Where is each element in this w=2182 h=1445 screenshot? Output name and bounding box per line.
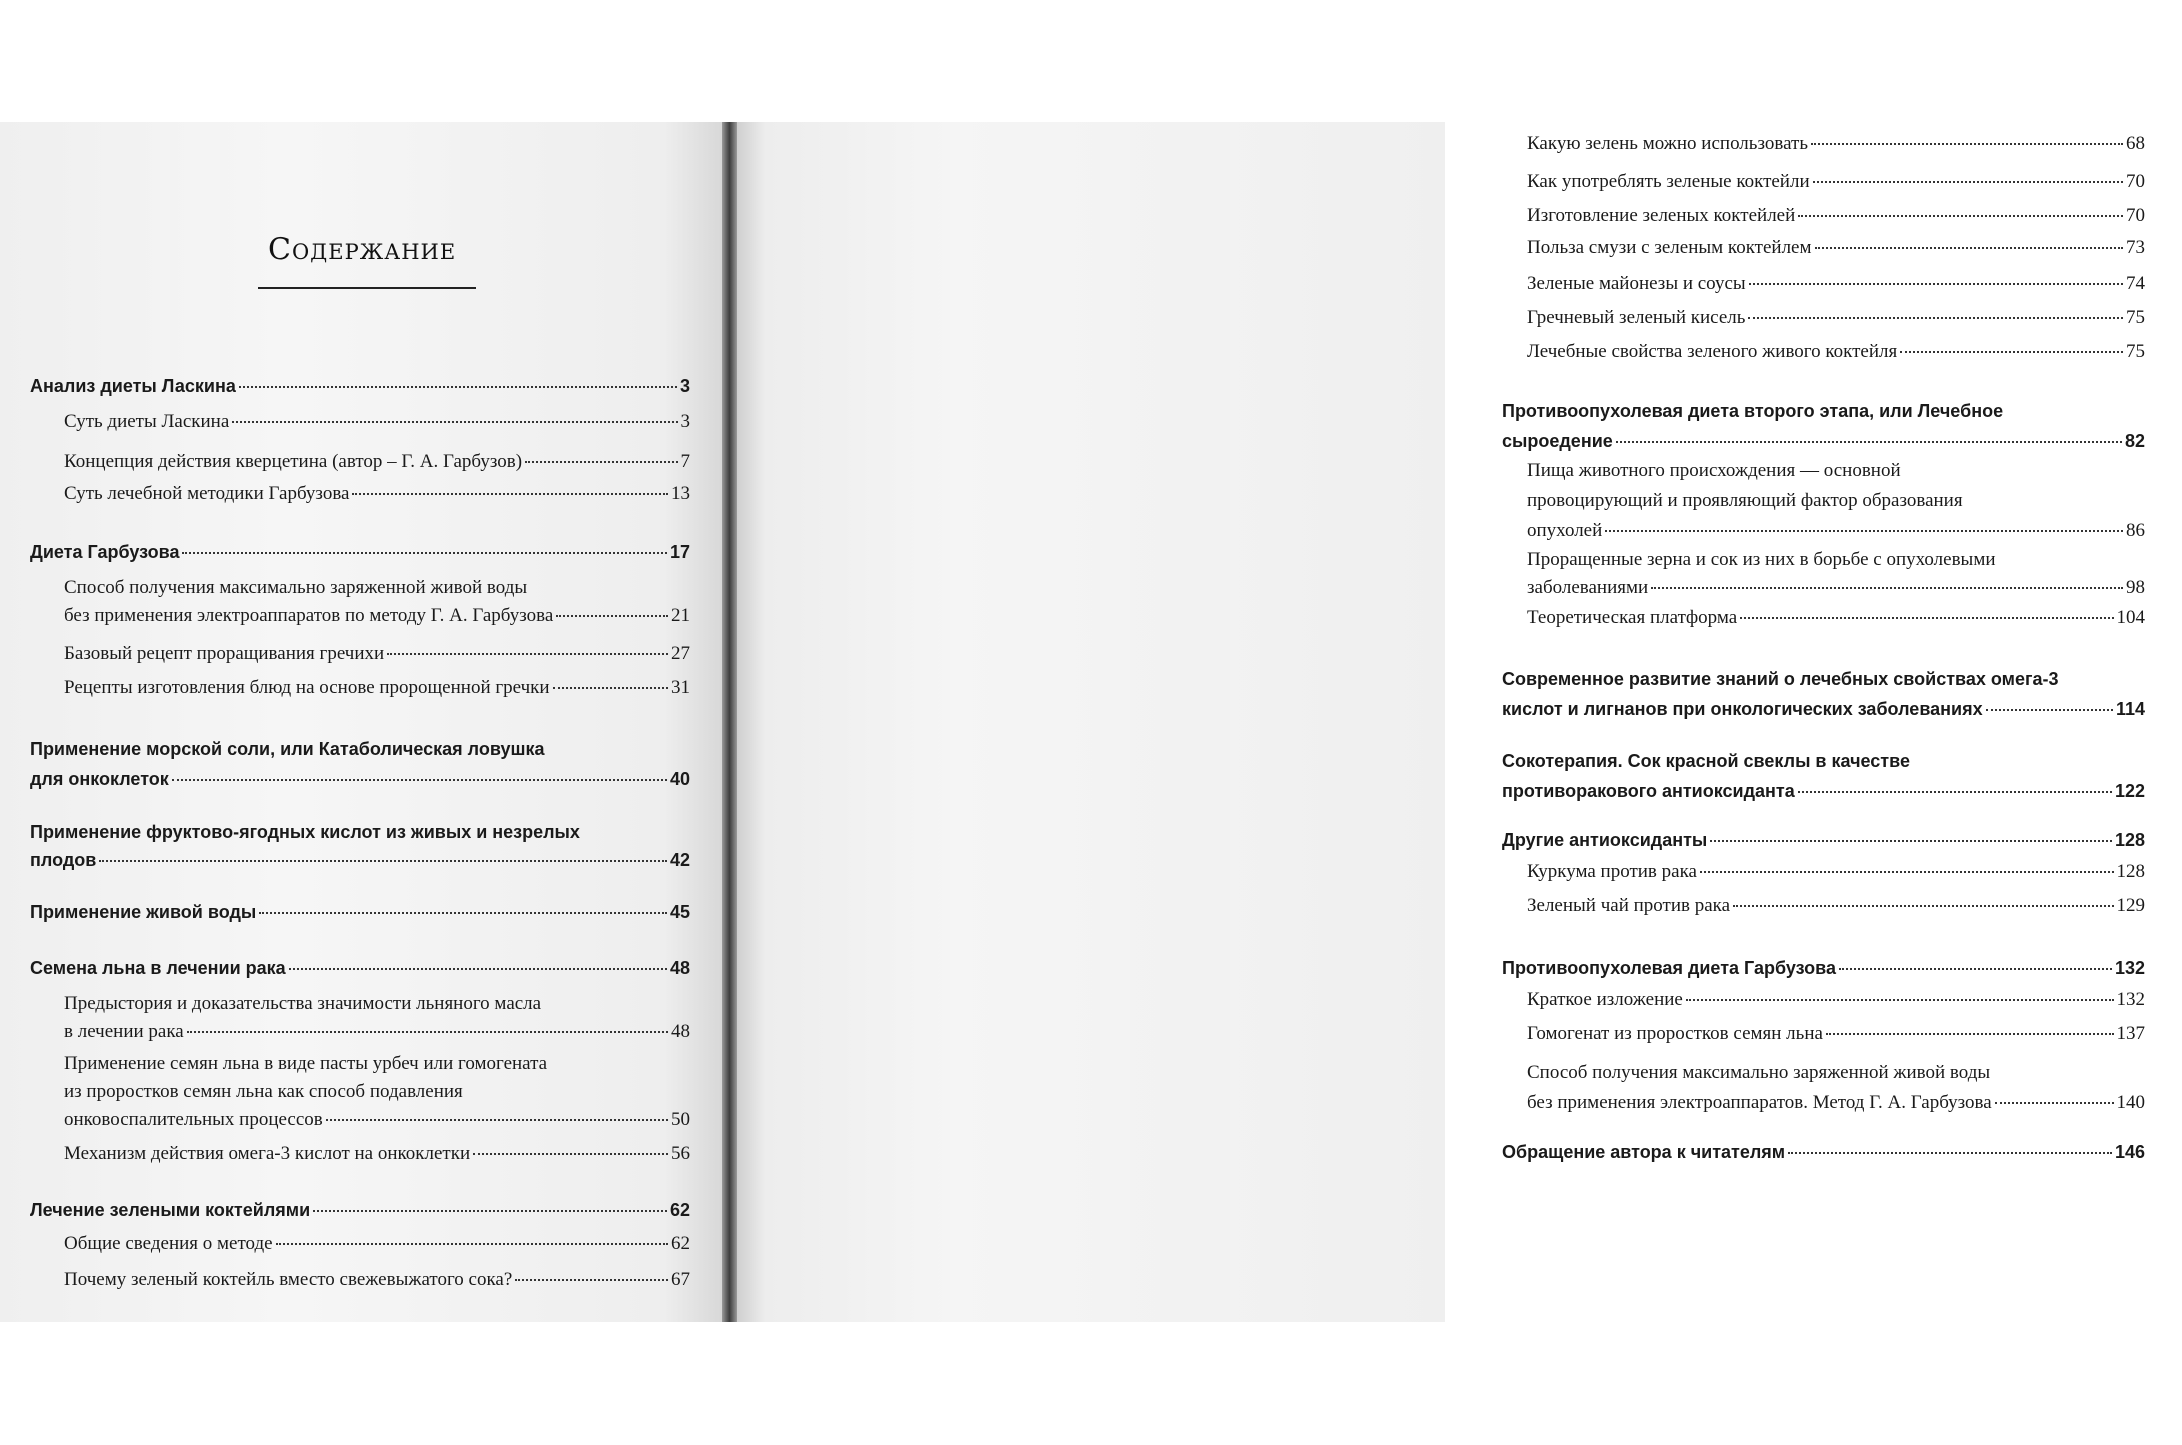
- toc-entry-right-8: [1527, 456, 2145, 546]
- dot-leader: [239, 386, 677, 388]
- toc-page-number: 31: [671, 677, 690, 698]
- toc-entry-title-line: Сокотерапия. Сок красной свеклы в качестве: [1502, 751, 1910, 771]
- toc-page-number: 104: [2116, 607, 2145, 628]
- dot-leader: [313, 1210, 667, 1212]
- toc-entry-right-19: [1527, 1058, 2145, 1118]
- toc-entry-title-line: Польза смузи с зеленым коктейлем: [1527, 237, 1812, 258]
- dot-leader: [1815, 247, 2123, 249]
- toc-page-number: 140: [2116, 1092, 2145, 1113]
- toc-page-number: 146: [2114, 1142, 2145, 1162]
- toc-entry-left-15: [30, 1198, 690, 1222]
- toc-entry-title-line: заболеваниями: [1527, 577, 1649, 598]
- toc-entry-right-7: [1502, 396, 2145, 456]
- toc-page-number: 114: [2115, 699, 2145, 719]
- toc-entry-title-line: Зеленые майонезы и соусы: [1527, 273, 1746, 294]
- dot-leader: [1798, 215, 2123, 217]
- dot-leader: [1839, 968, 2112, 970]
- toc-entry-right-3: [1527, 236, 2145, 260]
- toc-entry-title-line: Концепция действия кверцетина (автор – Г. А. Гарбузов): [64, 451, 523, 472]
- toc-page-number: 70: [2126, 205, 2145, 226]
- toc-entry-left-2: [64, 450, 690, 474]
- toc-entry-right-1: [1527, 170, 2145, 194]
- dot-leader: [1686, 999, 2114, 1001]
- toc-page-number: 132: [2116, 989, 2145, 1010]
- toc-page-number: 27: [671, 643, 690, 664]
- toc-page-number: 3: [679, 376, 690, 396]
- dot-leader: [525, 461, 677, 463]
- toc-entry-right-5: [1527, 306, 2145, 330]
- dot-leader: [182, 552, 667, 554]
- toc-entry-left-13: [64, 1050, 690, 1134]
- toc-entry-title-line: Какую зелень можно использовать: [1527, 133, 1808, 154]
- toc-entry-right-20: [1502, 1140, 2145, 1164]
- toc-entry-title-line: плодов: [30, 850, 97, 870]
- toc-entry-right-15: [1527, 894, 2145, 918]
- toc-entry-right-12: [1502, 746, 2145, 806]
- dot-leader: [1798, 791, 2112, 793]
- toc-page-number: 128: [2116, 861, 2145, 882]
- dot-leader: [187, 1031, 668, 1033]
- toc-entry-title-line: из проростков семян льна как способ подавления: [64, 1081, 463, 1102]
- toc-entry-title-line: Гомогенат из проростков семян льна: [1527, 1023, 1823, 1044]
- toc-entry-title-line: Суть диеты Ласкина: [64, 411, 230, 432]
- toc-entry-title-line: сыроедение: [1502, 431, 1613, 451]
- toc-entry-left-14: [64, 1142, 690, 1166]
- dot-leader: [387, 653, 668, 655]
- toc-page-number: 48: [671, 1021, 690, 1042]
- toc-page-number: 82: [2124, 431, 2145, 451]
- toc-entry-title-line: опухолей: [1527, 520, 1603, 541]
- toc-entry-title-line: Применение живой воды: [30, 902, 257, 922]
- toc-entry-left-16: [64, 1232, 690, 1256]
- toc-entry-title-line: Как употреблять зеленые коктейли: [1527, 171, 1810, 192]
- toc-page-number: 128: [2114, 830, 2145, 850]
- toc-page-number: 62: [669, 1200, 690, 1220]
- right-page: [737, 122, 2145, 1322]
- toc-entry-title-line: Почему зеленый коктейль вместо свежевыжатого сока?: [64, 1269, 513, 1290]
- toc-entry-title-line: Предыстория и доказательства значимости льняного масла: [64, 993, 542, 1014]
- toc-entry-title-line: Лечебные свойства зеленого живого коктейля: [1527, 341, 1898, 362]
- page-title: Содержание: [268, 232, 457, 267]
- toc-entry-right-0: [1527, 132, 2145, 156]
- toc-entry-title-line: кислот и лигнанов при онкологических заболеваниях: [1502, 699, 1983, 719]
- toc-entry-right-4: [1527, 272, 2145, 296]
- toc-entry-title-line: Другие антиоксиданты: [1502, 830, 1708, 850]
- toc-entry-title-line: противоракового антиоксиданта: [1502, 781, 1795, 801]
- toc-entry-title-line: Зеленый чай против рака: [1527, 895, 1731, 916]
- toc-page-number: 129: [2116, 895, 2145, 916]
- toc-entry-left-7: [64, 676, 690, 700]
- toc-entry-title-line: Лечение зелеными коктейлями: [30, 1200, 311, 1220]
- toc-entry-left-17: [64, 1268, 690, 1292]
- toc-entry-title-line: Способ получения максимально заряженной живой воды: [1527, 1062, 1991, 1083]
- toc-page-number: 132: [2114, 958, 2145, 978]
- toc-page-number: 50: [671, 1109, 690, 1130]
- dot-leader: [1616, 441, 2122, 443]
- dot-leader: [1749, 283, 2123, 285]
- dot-leader: [553, 687, 668, 689]
- toc-page-number: 21: [671, 605, 690, 626]
- toc-page-number: 98: [2126, 577, 2145, 598]
- dot-leader: [556, 615, 668, 617]
- dot-leader: [276, 1243, 668, 1245]
- toc-page-number: 67: [671, 1269, 690, 1290]
- toc-entry-right-18: [1527, 1022, 2145, 1046]
- dot-leader: [1788, 1152, 2112, 1154]
- toc-page-number: 75: [2126, 341, 2145, 362]
- toc-page-number: 17: [669, 542, 690, 562]
- book-spread: [0, 122, 2145, 1322]
- dot-leader: [172, 779, 667, 781]
- toc-page-number: 122: [2114, 781, 2145, 801]
- toc-entry-title-line: в лечении рака: [64, 1021, 184, 1042]
- toc-entry-left-3: [64, 482, 690, 506]
- toc-page-number: 45: [669, 902, 690, 922]
- toc-entry-title-line: Современное развитие знаний о лечебных свойствах омега-3: [1502, 669, 2059, 689]
- dot-leader: [1700, 871, 2114, 873]
- dot-leader: [1995, 1102, 2114, 1104]
- toc-entry-left-5: [64, 574, 690, 630]
- dot-leader: [1651, 587, 2123, 589]
- toc-entry-right-10: [1527, 606, 2145, 630]
- toc-entry-title-line: Диета Гарбузова: [30, 542, 180, 562]
- toc-entry-title-line: Применение семян льна в виде пасты урбеч или гомогената: [64, 1053, 548, 1074]
- toc-entry-right-6: [1527, 340, 2145, 364]
- dot-leader: [1748, 317, 2123, 319]
- toc-entry-title-line: Противоопухолевая диета Гарбузова: [1502, 958, 1836, 978]
- toc-entry-title-line: Анализ диеты Ласкина: [30, 376, 236, 396]
- left-page: [0, 122, 722, 1322]
- dot-leader: [352, 493, 668, 495]
- toc-entry-title-line: без применения электроаппаратов по методу Г. А. Гарбузова: [64, 605, 554, 626]
- toc-page-number: 7: [680, 451, 690, 472]
- toc-entry-title-line: Рецепты изготовления блюд на основе пророщенной гречки: [64, 677, 550, 698]
- dot-leader: [259, 912, 667, 914]
- dot-leader: [1900, 351, 2123, 353]
- toc-entry-title-line: Изготовление зеленых коктейлей: [1527, 205, 1796, 226]
- toc-entry-left-0: [30, 374, 690, 398]
- title-underline: [258, 287, 476, 289]
- toc-page-number: 40: [669, 769, 690, 789]
- toc-entry-title-line: Обращение автора к читателям: [1502, 1142, 1786, 1162]
- toc-entry-right-11: [1502, 664, 2145, 724]
- toc-entry-title-line: Краткое изложение: [1527, 989, 1683, 1010]
- dot-leader: [1740, 617, 2113, 619]
- dot-leader: [99, 860, 667, 862]
- toc-entry-title-line: провоцирующий и проявляющий фактор образования: [1527, 490, 1963, 511]
- toc-entry-right-2: [1527, 204, 2145, 228]
- toc-page-number: 3: [680, 411, 690, 432]
- dot-leader: [1605, 530, 2123, 532]
- toc-entry-left-11: [30, 956, 690, 980]
- toc-entry-left-4: [30, 540, 690, 564]
- dot-leader: [1826, 1033, 2114, 1035]
- toc-entry-title-line: Применение морской соли, или Катаболическая ловушка: [30, 739, 545, 759]
- toc-page-number: 137: [2116, 1023, 2145, 1044]
- toc-entry-title-line: Куркума против рака: [1527, 861, 1697, 882]
- toc-entry-title-line: для онкоклеток: [30, 769, 169, 789]
- toc-page-number: 48: [669, 958, 690, 978]
- toc-entry-title-line: без применения электроаппаратов. Метод Г. А. Гарбузова: [1527, 1092, 1992, 1113]
- toc-entry-title-line: Противоопухолевая диета второго этапа, или Лечебное: [1502, 401, 2004, 421]
- toc-page-number: 56: [671, 1143, 690, 1164]
- toc-entry-right-16: [1502, 956, 2145, 980]
- toc-page-number: 70: [2126, 171, 2145, 192]
- toc-entry-left-8: [30, 734, 690, 794]
- dot-leader: [1986, 709, 2113, 711]
- dot-leader: [232, 421, 677, 423]
- toc-entry-title-line: Теоретическая платформа: [1527, 607, 1738, 628]
- dot-leader: [1813, 181, 2123, 183]
- book-gutter: [722, 122, 737, 1322]
- toc-entry-title-line: онковоспалительных процессов: [64, 1109, 323, 1130]
- toc-entry-left-1: [64, 410, 690, 434]
- toc-entry-title-line: Проращенные зерна и сок из них в борьбе с опухолевыми: [1527, 549, 1996, 570]
- toc-entry-right-13: [1502, 828, 2145, 852]
- toc-entry-title-line: Гречневый зеленый кисель: [1527, 307, 1746, 328]
- toc-entry-title-line: Механизм действия омега-3 кислот на онкоклетки: [64, 1143, 471, 1164]
- dot-leader: [515, 1279, 668, 1281]
- toc-entry-title-line: Семена льна в лечении рака: [30, 958, 286, 978]
- toc-page-number: 42: [669, 850, 690, 870]
- toc-entry-right-14: [1527, 860, 2145, 884]
- toc-page-number: 68: [2126, 133, 2145, 154]
- toc-entry-title-line: Способ получения максимально заряженной живой воды: [64, 577, 528, 598]
- toc-entry-left-9: [30, 818, 690, 874]
- dot-leader: [473, 1153, 668, 1155]
- toc-entry-right-17: [1527, 988, 2145, 1012]
- toc-entry-right-9: [1527, 546, 2145, 602]
- toc-page-number: 13: [671, 483, 690, 504]
- dot-leader: [289, 968, 667, 970]
- dot-leader: [1733, 905, 2113, 907]
- toc-entry-title-line: Общие сведения о методе: [64, 1233, 273, 1254]
- toc-entry-left-6: [64, 642, 690, 666]
- dot-leader: [1811, 143, 2123, 145]
- dot-leader: [1710, 840, 2112, 842]
- toc-page-number: 75: [2126, 307, 2145, 328]
- dot-leader: [326, 1119, 668, 1121]
- toc-entry-title-line: Пища животного происхождения — основной: [1527, 460, 1901, 481]
- toc-entry-left-10: [30, 900, 690, 924]
- toc-page-number: 86: [2126, 520, 2145, 541]
- toc-entry-title-line: Базовый рецепт проращивания гречихи: [64, 643, 385, 664]
- toc-entry-title-line: Применение фруктово-ягодных кислот из живых и незрелых: [30, 822, 580, 842]
- toc-entry-title-line: Суть лечебной методики Гарбузова: [64, 483, 350, 504]
- toc-page-number: 62: [671, 1233, 690, 1254]
- toc-page-number: 74: [2126, 273, 2145, 294]
- toc-entry-left-12: [64, 990, 690, 1046]
- toc-page-number: 73: [2126, 237, 2145, 258]
